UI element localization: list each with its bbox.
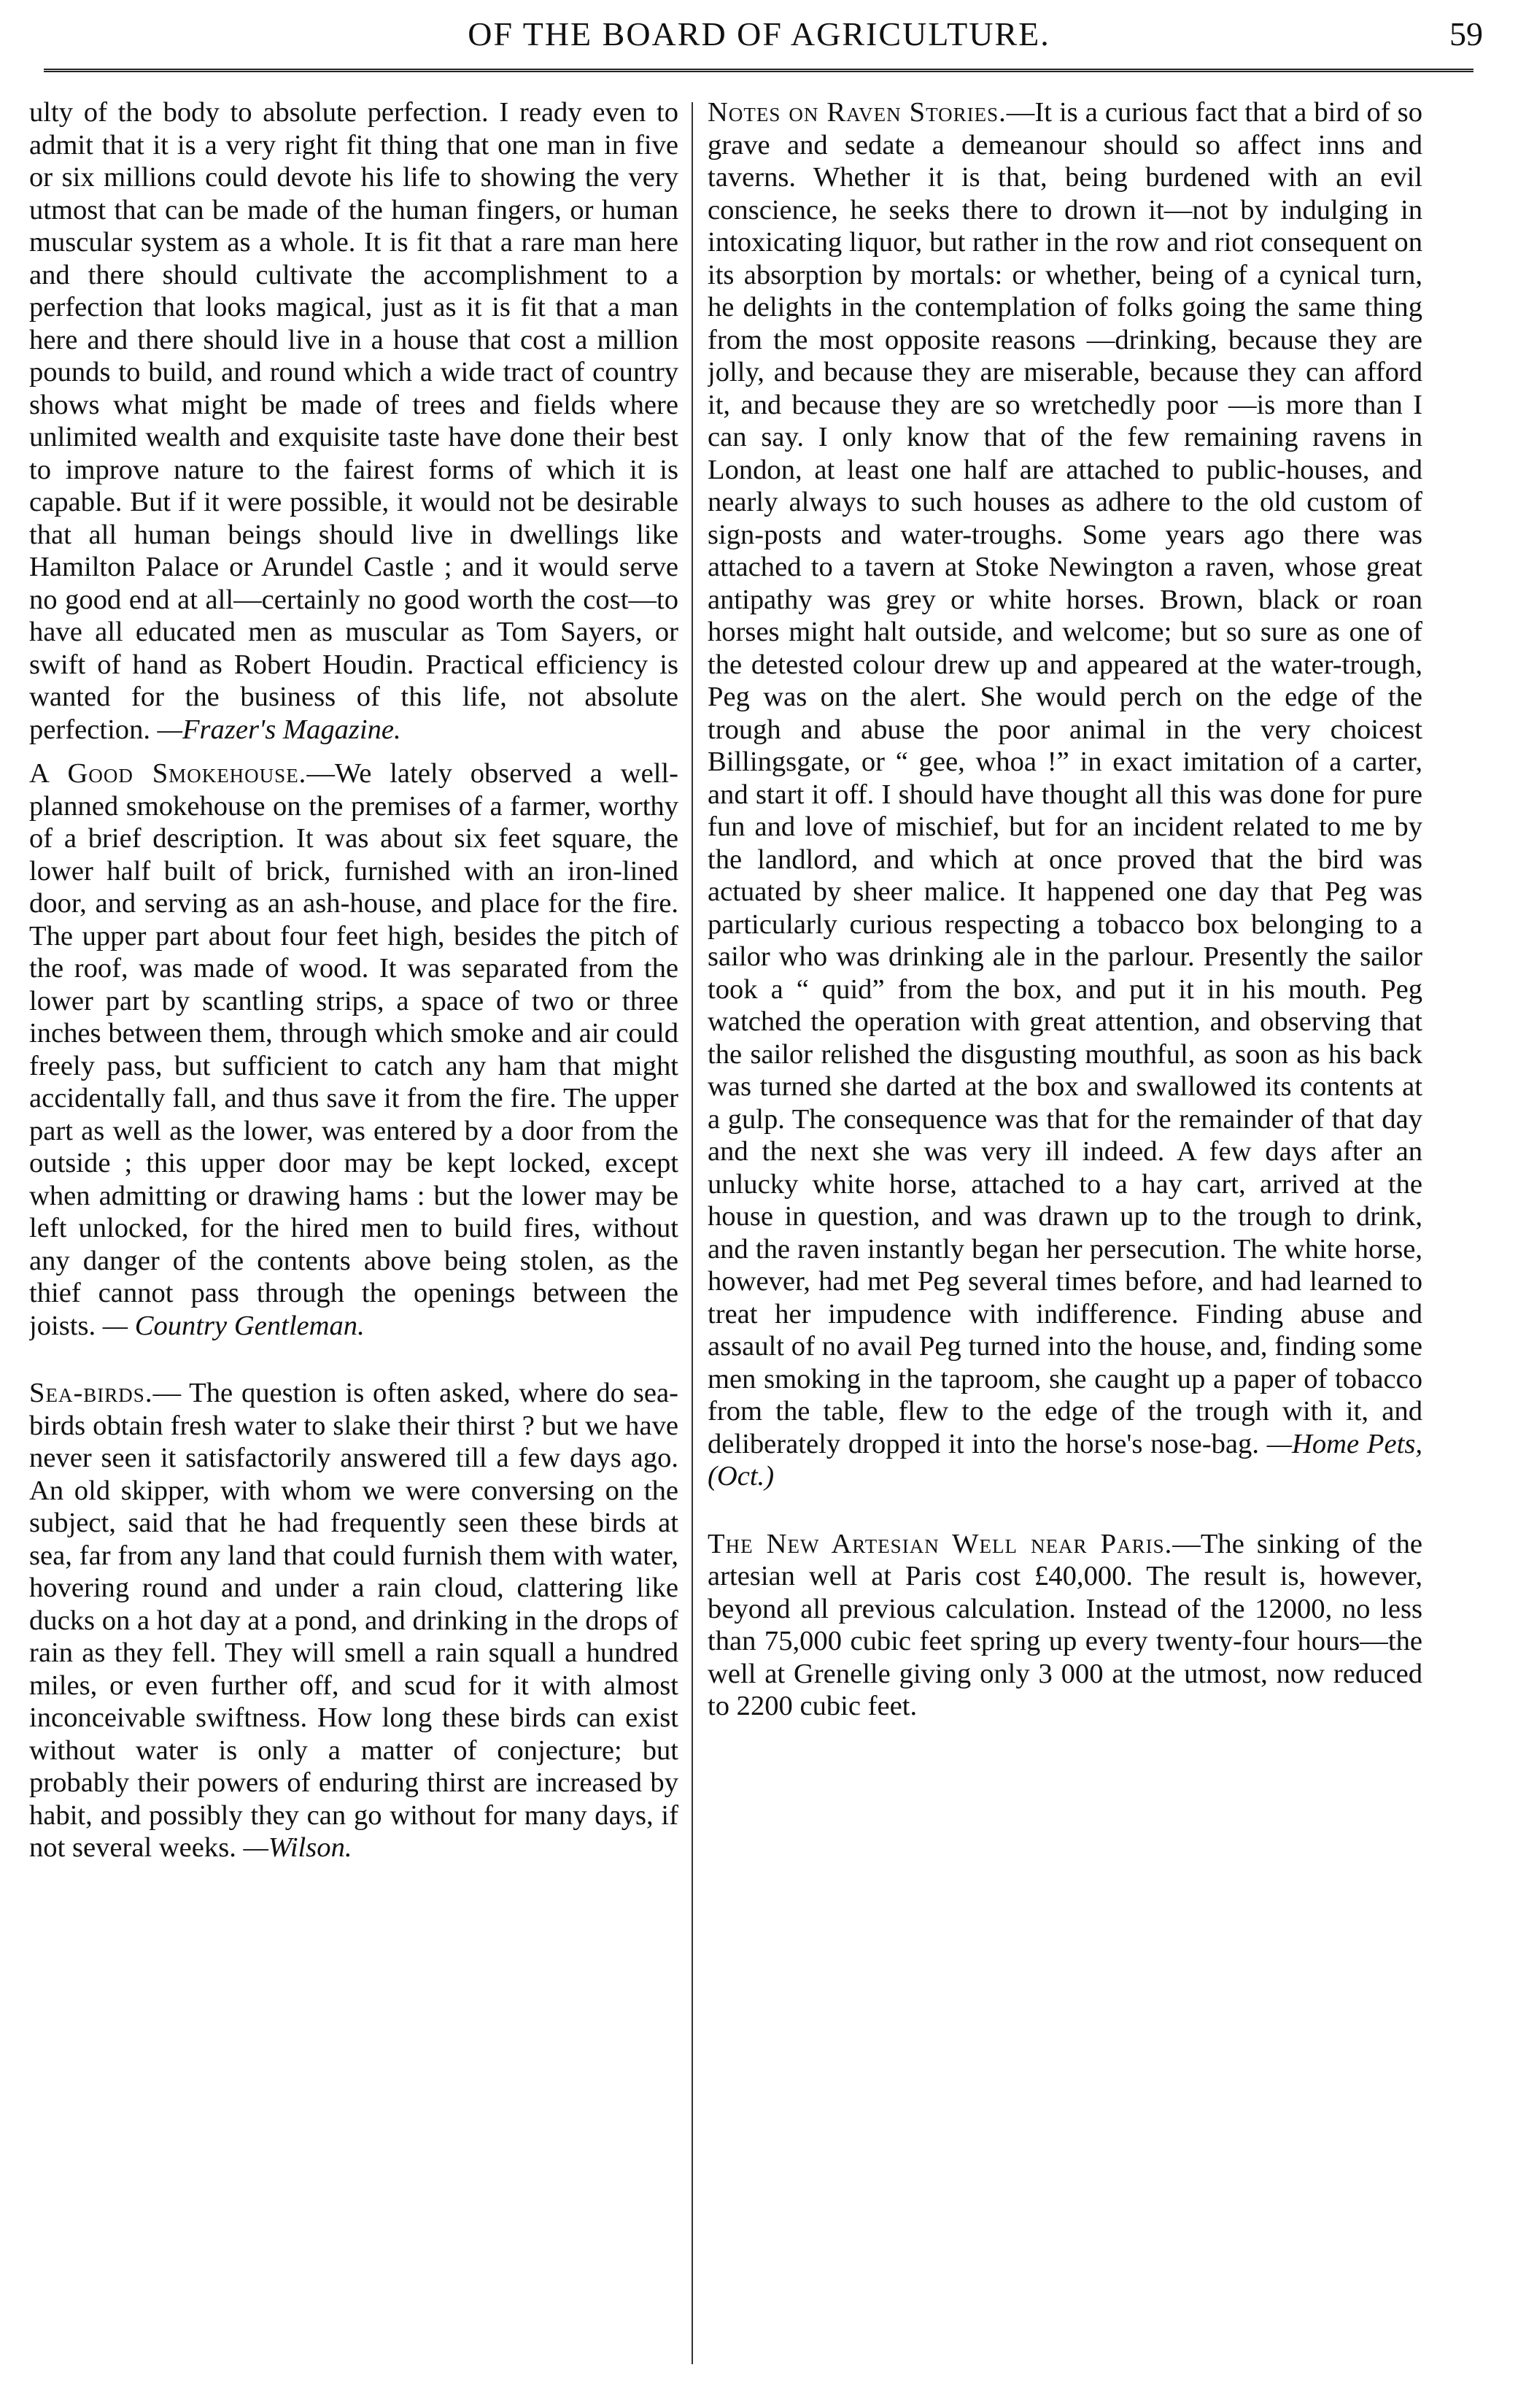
header-rule bbox=[44, 69, 1474, 72]
article-sea-birds bbox=[29, 1377, 678, 1864]
left-column bbox=[29, 96, 678, 2366]
article-perfection bbox=[29, 96, 678, 746]
article-raven-source: —Home Pets, (Oct.) bbox=[708, 1428, 1422, 1492]
running-head-title: OF THE BOARD OF AGRICULTURE. bbox=[468, 15, 1050, 53]
article-sea-birds-body: — The question is often asked, where do sea-birds obtain fresh water to slake their thirst ? but we have never seen it satisfactorily answered till a few days ago. An old skipper, with whom we were conversing on the subject, said that he had frequently seen these birds at sea, far from any land that could furnish them with water, hovering round and under a rain cloud, clattering like ducks on a hot day at a pond, and drinking in the drops of rain as they fell. They will smell a rain squall a hundred miles, or even further off, and scud for it with almost inconceivable swiftness. How long these birds can exist without water is only a matter of conjecture; but probably their powers of enduring thirst are increased by habit, and possibly they can go without for many days, if not several weeks. bbox=[29, 1378, 678, 1863]
article-smokehouse-body: —We lately observed a well-planned smokehouse on the premises of a farmer, worthy of a brief description. It was about six feet square, the lower half built of brick, furnished with an iron-lined door, and serving as an ash-house, and place for the fire. The upper part about four feet high, besides the pitch of the roof, was made of wood. It was separated from the lower part by scantling strips, a space of two or three inches between them, through which smoke and air could freely pass, but sufficient to catch any ham that might accidentally fall, and thus save it from the fire. The upper part as well as the lower, was entered by a door from the outside ; this upper door may be kept locked, except when admitting or drawing hams : but the lower may be left unlocked, for the hired men to build fires, without any danger of the contents above being stolen, as the thief cannot pass through the openings between the joists. bbox=[29, 758, 678, 1341]
right-column bbox=[708, 96, 1422, 2366]
article-smokehouse-heading: A Good Smokehouse. bbox=[29, 758, 307, 789]
article-sea-birds-source: —Wilson. bbox=[243, 1832, 352, 1863]
article-raven-heading: Notes on Raven Stories. bbox=[708, 97, 1007, 128]
article-artesian-well bbox=[708, 1528, 1422, 1723]
article-perfection-body: ulty of the body to absolute perfection. I ready even to admit that it is a very right fit thing that one man in five or six millions could devote his life to showing the very utmost that can be made of the human fingers, or human muscular system as a whole. It is fit that a rare man here and there should cultivate the accomplishment to a perfection that looks magical, just as it is fit that a man here and there should live in a house that cost a million pounds to build, and round which a wide tract of country shows what might be made of trees and fields where unlimited wealth and exquisite taste have done their best to improve nature to the fairest forms of which it is capable. But if it were possible, it would not be desirable that all human beings should live in dwellings like Hamilton Palace or Arundel Castle ; and it would serve no good end at all—certainly no good worth the cost—to have all educated men as muscular as Tom Sayers, or swift of hand as Robert Houdin. Practical efficiency is wanted for the business of this life, not absolute perfection. bbox=[29, 97, 678, 745]
article-artesian-body: —The sinking of the artesian well at Paris cost £40,000. The result is, however, beyond all previous calculation. Instead of the 12000, no less than 75,000 cubic feet spring up every twenty-four hours—the well at Grenelle giving only 3 000 at the utmost, now reduced to 2200 cubic feet. bbox=[708, 1528, 1422, 1721]
column-divider bbox=[692, 102, 693, 2364]
article-smokehouse-source: — Country Gentleman. bbox=[102, 1310, 365, 1341]
page-number: 59 bbox=[1449, 15, 1483, 53]
article-artesian-heading: The New Artesian Well near Paris. bbox=[708, 1528, 1173, 1559]
article-sea-birds-heading: Sea-birds. bbox=[29, 1378, 153, 1408]
article-raven-body: —It is a curious fact that a bird of so grave and sedate a demeanour should so affect inns and taverns. Whether it is that, being burdened with an evil conscience, he seeks there to drown it—not by indulging in intoxicating liquor, but rather in the row and riot consequent on its absorption by mortals: or whether, being of a cynical turn, he delights in the contemplation of folks going the same thing from the most opposite reasons —drinking, because they are jolly, and because they are miserable, because they can afford it, and because they are so wretchedly poor —is more than I can say. I only know that of the few remaining ravens in London, at least one half are attached to public-houses, and nearly always to such houses as adhere to the old custom of sign-posts and water-troughs. Some years ago there was attached to a tavern at Stoke Newington a raven, whose great antipathy was grey or white horses. Brown, black or roan horses might halt outside, and welcome; but so sure as one of the detested colour drew up and appeared at the water-trough, Peg was on the alert. She would perch on the edge of the trough and abuse the poor animal in the very choicest Billingsgate, or “ gee, whoa !” in exact imitation of a carter, and start it off. I should have thought all this was done for pure fun and love of mischief, but for an incident related to me by the landlord, and which at once proved that the bird was actuated by sheer malice. It happened one day that Peg was particularly curious respecting a tobacco box belonging to a sailor who was drinking ale in the parlour. Presently the sailor took a “ quid” from the box, and put it in his mouth. Peg watched the operation with great attention, and observing that the sailor relished the disgusting mouthful, as soon as his back was turned she darted at the box and swallowed its contents at a gulp. The consequence was that for the remainder of that day and the next she was very ill indeed. A few days after an unlucky white horse, attached to a hay cart, arrived at the house in question, and was drawn up to the trough to drink, and the raven instantly began her persecution. The white horse, however, had met Peg several times before, and had learned to treat her impudence with indifference. Finding abuse and assault of no avail Peg turned into the house, and, finding some men smoking in the taproom, she caught up a paper of tobacco from the table, flew to the edge of the trough with it, and deliberately dropped it into the horse's nose-bag. bbox=[708, 97, 1422, 1459]
article-perfection-source: —Frazer's Magazine. bbox=[157, 714, 401, 745]
running-head bbox=[0, 10, 1518, 69]
article-smokehouse bbox=[29, 757, 678, 1342]
article-raven-stories bbox=[708, 96, 1422, 1493]
